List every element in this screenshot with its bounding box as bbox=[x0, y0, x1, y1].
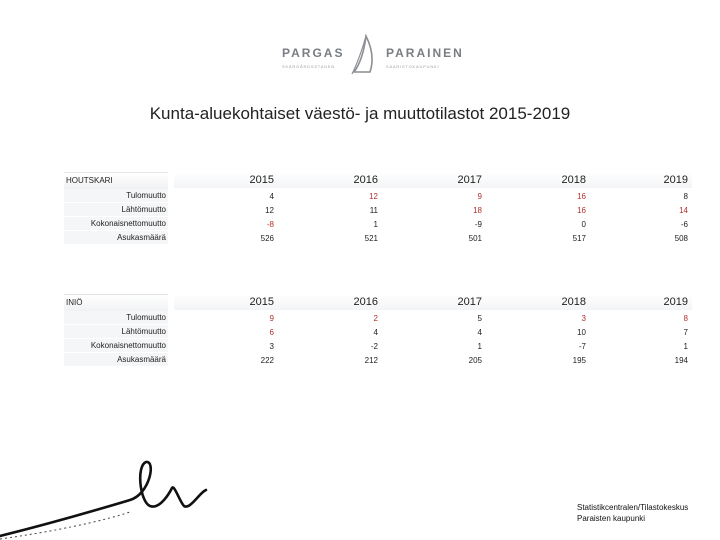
table-cell: 222 bbox=[260, 356, 274, 365]
table-cell: 7 bbox=[683, 328, 688, 337]
year-header-cell: 2017 bbox=[457, 296, 482, 308]
table-cell: 10 bbox=[577, 328, 586, 337]
table-cell: 521 bbox=[364, 234, 378, 243]
table-cell: 508 bbox=[674, 234, 688, 243]
table-cell: 8 bbox=[683, 314, 688, 323]
table-cell: 1 bbox=[477, 342, 482, 351]
table-cell: 3 bbox=[269, 342, 274, 351]
year-header-cell: 2019 bbox=[663, 174, 688, 186]
table-cell: 5 bbox=[477, 314, 482, 323]
table-cell: 11 bbox=[369, 206, 378, 215]
table-cell: 14 bbox=[679, 206, 688, 215]
year-header-cell: 2016 bbox=[353, 174, 378, 186]
year-header-cell: 2015 bbox=[249, 174, 274, 186]
table-cell: 2 bbox=[373, 314, 378, 323]
year-header-cell: 2017 bbox=[457, 174, 482, 186]
table-cell: 212 bbox=[364, 356, 378, 365]
table-cell: 16 bbox=[577, 192, 586, 201]
pargas-parainen-logo bbox=[270, 30, 470, 80]
row-labels bbox=[64, 294, 168, 367]
table-cell: 0 bbox=[581, 220, 586, 229]
row-label: Asukasmäärä bbox=[64, 231, 168, 245]
region-name: HOUTSKARI bbox=[64, 172, 168, 189]
table-cell: 8 bbox=[683, 192, 688, 201]
table-cell: 12 bbox=[369, 192, 378, 201]
region-name: INIÖ bbox=[64, 294, 168, 311]
table-cell: 4 bbox=[373, 328, 378, 337]
table-cell: 6 bbox=[269, 328, 274, 337]
year-header-cell: 2016 bbox=[353, 296, 378, 308]
year-header-cell: 2015 bbox=[249, 296, 274, 308]
table-cell: 12 bbox=[265, 206, 274, 215]
year-header-cell: 2018 bbox=[561, 174, 586, 186]
row-label: Kokonaisnettomuutto bbox=[64, 217, 168, 231]
row-label: Tulomuutto bbox=[64, 311, 168, 325]
table-cell: 194 bbox=[674, 356, 688, 365]
table-cell: 4 bbox=[269, 192, 274, 201]
table-cell: 205 bbox=[468, 356, 482, 365]
year-header-cell: 2019 bbox=[663, 296, 688, 308]
signature-squiggle bbox=[0, 440, 260, 540]
logo-sub-finnish: SAARISTOKAUPUNKI bbox=[386, 64, 440, 69]
table-cell: 18 bbox=[473, 206, 482, 215]
table-cell: -2 bbox=[370, 342, 378, 351]
table-cell: 501 bbox=[468, 234, 482, 243]
year-header bbox=[174, 294, 692, 310]
table-cell: -8 bbox=[266, 220, 274, 229]
page-title: Kunta-aluekohtaiset väestö- ja muuttotilastot 2015-2019 bbox=[149, 104, 571, 123]
source-line: Paraisten kaupunki bbox=[577, 514, 646, 523]
table-cell: -9 bbox=[474, 220, 482, 229]
table-cell: 1 bbox=[373, 220, 378, 229]
table-cell: -7 bbox=[578, 342, 586, 351]
row-label: Lähtömuutto bbox=[64, 325, 168, 339]
table-cell: 3 bbox=[581, 314, 586, 323]
year-header bbox=[174, 172, 692, 188]
source-note bbox=[577, 502, 688, 524]
table-cell: 16 bbox=[577, 206, 586, 215]
table-cell: 1 bbox=[683, 342, 688, 351]
table-cell: 9 bbox=[269, 314, 274, 323]
table-cell: 9 bbox=[477, 192, 482, 201]
source-line: Statistikcentralen/Tilastokeskus bbox=[577, 503, 689, 512]
table-cell: 526 bbox=[260, 234, 274, 243]
row-labels bbox=[64, 172, 168, 245]
row-label: Asukasmäärä bbox=[64, 353, 168, 367]
table-cell: 4 bbox=[477, 328, 482, 337]
table-cell: 195 bbox=[572, 356, 586, 365]
table-cell: 517 bbox=[572, 234, 586, 243]
row-label: Kokonaisnettomuutto bbox=[64, 339, 168, 353]
row-label: Lähtömuutto bbox=[64, 203, 168, 217]
sail-logo-icon bbox=[348, 34, 380, 76]
logo-name-finnish: PARAINEN bbox=[386, 46, 464, 60]
table-cell: -6 bbox=[680, 220, 688, 229]
year-header-cell: 2018 bbox=[561, 296, 586, 308]
logo-name-swedish: PARGAS bbox=[282, 46, 345, 60]
row-label: Tulomuutto bbox=[64, 189, 168, 203]
logo-sub-swedish: SKÄRGÅRDSSTADEN bbox=[282, 64, 336, 69]
